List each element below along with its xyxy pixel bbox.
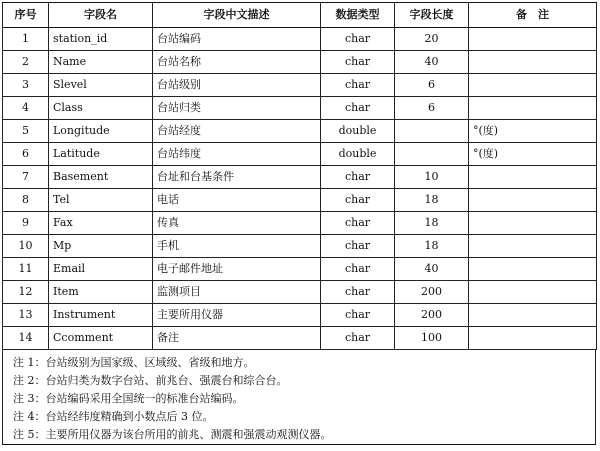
data-type-cell: char [321, 281, 395, 304]
field-length-cell: 100 [395, 327, 469, 350]
row-index-cell: 9 [3, 212, 49, 235]
field-description-cell: 台址和台基条件 [153, 166, 321, 189]
field-name-cell: Slevel [49, 74, 153, 97]
table-row [3, 143, 597, 166]
field-name-cell: Longitude [49, 120, 153, 143]
field-name-cell: Latitude [49, 143, 153, 166]
header-field-length: 字段长度 [395, 3, 469, 28]
field-length-cell: 18 [395, 189, 469, 212]
table-row [3, 74, 597, 97]
remarks-cell [469, 28, 597, 51]
field-description-cell: 台站编码 [153, 28, 321, 51]
field-description-cell: 台站名称 [153, 51, 321, 74]
note-line: 注 5：主要所用仪器为该台所用的前兆、测震和强震动观测仪器。 [13, 428, 332, 441]
note-line: 注 3：台站编码采用全国统一的标准台站编码。 [13, 392, 244, 405]
field-description-cell: 传真 [153, 212, 321, 235]
row-index-cell: 10 [3, 235, 49, 258]
field-length-cell [395, 120, 469, 143]
remarks-cell [469, 166, 597, 189]
remarks-cell [469, 281, 597, 304]
data-type-cell: char [321, 304, 395, 327]
note-line: 注 2：台站归类为数字台站、前兆台、强震台和综合台。 [13, 374, 288, 387]
table-row [3, 281, 597, 304]
remarks-cell [469, 235, 597, 258]
field-length-cell: 40 [395, 51, 469, 74]
field-name-cell: Item [49, 281, 153, 304]
field-name-cell: Tel [49, 189, 153, 212]
field-length-cell: 20 [395, 28, 469, 51]
notes-section [2, 350, 596, 445]
header-data-type: 数据类型 [321, 3, 395, 28]
row-index-cell: 11 [3, 258, 49, 281]
field-length-cell: 18 [395, 212, 469, 235]
data-type-cell: char [321, 258, 395, 281]
station-field-table [2, 2, 597, 350]
row-index-cell: 8 [3, 189, 49, 212]
row-index-cell: 4 [3, 97, 49, 120]
header-field-name: 字段名 [49, 3, 153, 28]
field-description-cell: 台站级别 [153, 74, 321, 97]
data-type-cell: char [321, 74, 395, 97]
table-row [3, 51, 597, 74]
remarks-cell [469, 74, 597, 97]
field-description-cell: 电话 [153, 189, 321, 212]
field-description-cell: 台站纬度 [153, 143, 321, 166]
table-body [3, 28, 597, 350]
remarks-cell [469, 212, 597, 235]
field-description-cell: 主要所用仪器 [153, 304, 321, 327]
field-length-cell: 6 [395, 97, 469, 120]
data-type-cell: char [321, 166, 395, 189]
row-index-cell: 13 [3, 304, 49, 327]
field-description-cell: 台站经度 [153, 120, 321, 143]
table-row [3, 97, 597, 120]
field-description-cell: 台站归类 [153, 97, 321, 120]
data-type-cell: char [321, 212, 395, 235]
field-description-cell: 监测项目 [153, 281, 321, 304]
field-description-cell: 备注 [153, 327, 321, 350]
table-row [3, 235, 597, 258]
remarks-cell: °(度) [469, 120, 597, 143]
field-name-cell: Fax [49, 212, 153, 235]
data-type-cell: char [321, 235, 395, 258]
remarks-cell [469, 51, 597, 74]
table-row [3, 28, 597, 51]
row-index-cell: 12 [3, 281, 49, 304]
data-type-cell: char [321, 51, 395, 74]
field-length-cell: 18 [395, 235, 469, 258]
field-length-cell: 10 [395, 166, 469, 189]
table-row [3, 258, 597, 281]
field-length-cell: 40 [395, 258, 469, 281]
field-definition-document [2, 2, 596, 445]
field-length-cell [395, 143, 469, 166]
data-type-cell: char [321, 28, 395, 51]
table-row [3, 189, 597, 212]
field-length-cell: 200 [395, 304, 469, 327]
data-type-cell: char [321, 97, 395, 120]
header-field-description: 字段中文描述 [153, 3, 321, 28]
field-name-cell: Email [49, 258, 153, 281]
row-index-cell: 2 [3, 51, 49, 74]
field-length-cell: 200 [395, 281, 469, 304]
remarks-cell [469, 258, 597, 281]
row-index-cell: 7 [3, 166, 49, 189]
table-row [3, 212, 597, 235]
field-name-cell: Mp [49, 235, 153, 258]
field-name-cell: Ccomment [49, 327, 153, 350]
field-name-cell: station_id [49, 28, 153, 51]
field-description-cell: 手机 [153, 235, 321, 258]
table-row [3, 120, 597, 143]
row-index-cell: 14 [3, 327, 49, 350]
header-index: 序号 [3, 3, 49, 28]
table-row [3, 327, 597, 350]
table-header-row [3, 3, 597, 28]
header-remarks: 备 注 [469, 3, 597, 28]
row-index-cell: 6 [3, 143, 49, 166]
remarks-cell: °(度) [469, 143, 597, 166]
field-name-cell: Instrument [49, 304, 153, 327]
data-type-cell: double [321, 143, 395, 166]
remarks-cell [469, 189, 597, 212]
row-index-cell: 5 [3, 120, 49, 143]
row-index-cell: 1 [3, 28, 49, 51]
note-line: 注 1：台站级别为国家级、区域级、省级和地方。 [13, 356, 255, 369]
remarks-cell [469, 304, 597, 327]
data-type-cell: char [321, 189, 395, 212]
data-type-cell: char [321, 327, 395, 350]
field-length-cell: 6 [395, 74, 469, 97]
field-name-cell: Basement [49, 166, 153, 189]
table-row [3, 304, 597, 327]
remarks-cell [469, 327, 597, 350]
remarks-cell [469, 97, 597, 120]
table-row [3, 166, 597, 189]
note-line: 注 4：台站经纬度精确到小数点后 3 位。 [13, 410, 214, 423]
row-index-cell: 3 [3, 74, 49, 97]
field-description-cell: 电子邮件地址 [153, 258, 321, 281]
field-name-cell: Name [49, 51, 153, 74]
field-name-cell: Class [49, 97, 153, 120]
data-type-cell: double [321, 120, 395, 143]
